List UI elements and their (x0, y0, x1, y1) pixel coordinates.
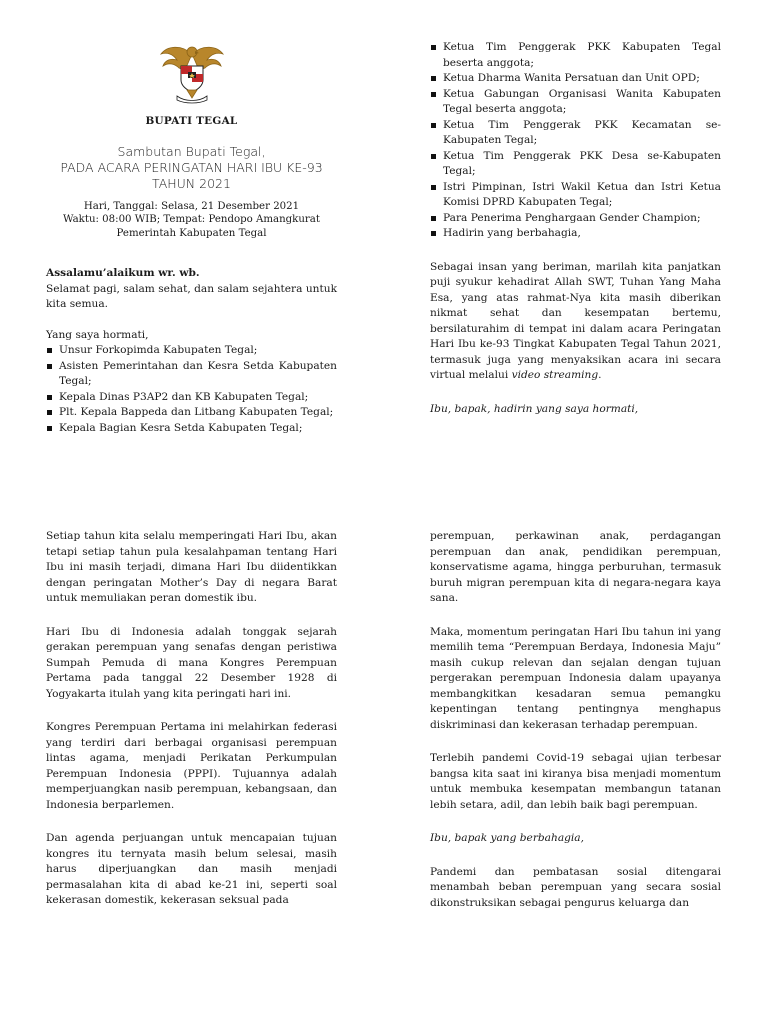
salam-opening: Assalamu’alaikum wr. wb. (46, 267, 200, 279)
list-item: Istri Pimpinan, Istri Wakil Ketua dan Istri Ketua Komisi DPRD Kabupaten Tegal; (430, 180, 721, 211)
greeting-text: Selamat pagi, salam sehat, dan salam sejahtera untuk kita semua. (46, 282, 337, 310)
intro-text: Sebagai insan yang beriman, marilah kita panjatkan puji syukur kehadirat Allah SWT, Tuhan Yang Maha Esa, yang atas rahmat-Nya kita masih diberikan nikmat sehat dan kesempatan bertemu, bersilaturahim di tempat ini dalam acara Peringatan Hari Ibu ke-93 Tingkat Kabupaten Tegal Tahun 2021, termasuk juga yang menyaksikan acara ini secara virtual melalui (430, 260, 721, 381)
right-column-bottom (430, 529, 721, 911)
event-details (46, 200, 337, 241)
honorees-list-left (46, 343, 337, 436)
regent-heading: BUPATI TEGAL (145, 115, 238, 127)
address-line: Ibu, bapak, hadirin yang saya hormati, (430, 402, 639, 415)
left-column-top (46, 40, 337, 436)
intro-emphasis: video streaming (511, 369, 599, 381)
body-paragraph: perempuan, perkawinan anak, perdagangan perempuan dan anak, pendidikan perempuan, konservatisme agama, hingga perburuhan, termasuk buruh migran perempuan kita di negara-negara kaya sana. (430, 530, 721, 604)
body-paragraph: Hari Ibu di Indonesia adalah tonggak sejarah gerakan perempuan yang senafas dengan peristiwa Sumpah Pemuda di mana Kongres Perempuan Pertama pada tanggal 22 Desember 1928 di Yogyakarta itulah yang kita peringati hari ini. (46, 625, 337, 700)
body-paragraph: Terlebih pandemi Covid-19 sebagai ujian terbesar bangsa kita saat ini kiranya bisa menjadi momentum untuk membuka kesempatan membangun tatanan lebih setara, adil, dan lebih baik bagi perempuan. (430, 752, 721, 811)
speech-title-line-3: TAHUN 2021 (152, 175, 231, 191)
body-paragraph: Kongres Perempuan Pertama ini melahirkan federasi yang terdiri dari berbagai organisasi perempuan lintas agama, menjadi Perikatan Perkumpulan Perempuan Indonesia (PPPI). Tujuannya adalah memperjuangkan nasib perempuan, kebangsaan, dan Indonesia berparlemen. (46, 721, 337, 811)
left-column-bottom (46, 529, 337, 909)
body-paragraph: Pandemi dan pembatasan sosial ditengarai menambah beban perempuan yang secara sosial dikonstruksikan sebagai pengurus keluarga dan (430, 865, 721, 909)
list-item: Ketua Dharma Wanita Persatuan dan Unit OPD; (430, 71, 721, 87)
body-paragraph: Maka, momentum peringatan Hari Ibu tahun ini yang memilih tema “Perempuan Berdaya, Indonesia Maju” masih cukup relevan dan sejalan dengan tujuan pergerakan perempuan Indonesia dalam upayanya membangkitkan kesadaran semua pemangku kepentingan tentang pentingnya menghapus diskriminasi dan kekerasan terhadap perempuan. (430, 625, 721, 731)
list-item: Ketua Gabungan Organisasi Wanita Kabupaten Tegal beserta anggota; (430, 87, 721, 118)
list-item: Ketua Tim Penggerak PKK Kabupaten Tegal beserta anggota; (430, 40, 721, 71)
respect-line: Yang saya hormati, (46, 328, 149, 341)
intro-paragraph (430, 260, 721, 384)
list-item: Hadirin yang berbahagia, (430, 226, 721, 242)
list-item: Plt. Kepala Bappeda dan Litbang Kabupaten Tegal; (46, 405, 337, 421)
event-date: Hari, Tanggal: Selasa, 21 Desember 2021 (83, 200, 300, 212)
list-item: Kepala Dinas P3AP2 dan KB Kabupaten Tegal; (46, 390, 337, 406)
intro-end: . (598, 369, 602, 381)
address-line: Ibu, bapak yang berbahagia, (430, 832, 584, 844)
list-item: Ketua Tim Penggerak PKK Desa se-Kabupaten Tegal; (430, 149, 721, 180)
list-item: Ketua Tim Penggerak PKK Kecamatan se-Kabupaten Tegal; (430, 118, 721, 149)
speech-title-line-2: PADA ACARA PERINGATAN HARI IBU KE-93 (60, 159, 323, 175)
list-item: Para Penerima Penghargaan Gender Champion; (430, 211, 721, 227)
list-item: Unsur Forkopimda Kabupaten Tegal; (46, 343, 337, 359)
event-host: Pemerintah Kabupaten Tegal (116, 227, 267, 239)
emblem-container (46, 40, 337, 112)
body-paragraph: Setiap tahun kita selalu memperingati Hari Ibu, akan tetapi setiap tahun pula kesalahpaman tentang Hari Ibu ini masih terjadi, dimana Hari Ibu diidentikkan dengan peringatan Mother’s Day di negara Barat untuk memuliakan peran domestik ibu. (46, 530, 337, 604)
event-time-place: Waktu: 08:00 WIB; Tempat: Pendopo Amangkurat (63, 214, 320, 225)
list-item: Kepala Bagian Kesra Setda Kabupaten Tegal; (46, 421, 337, 437)
list-item: Asisten Pemerintahan dan Kesra Setda Kabupaten Tegal; (46, 359, 337, 390)
right-column-top (430, 40, 721, 417)
honorees-list-right (430, 40, 721, 242)
body-paragraph: Dan agenda perjuangan untuk mencapaian tujuan kongres itu ternyata masih belum selesai, masih harus diperjuangkan dan masih menjadi permasalahan kita di abad ke-21 ini, seperti soal kekerasan domestik, kekerasan seksual pada (46, 832, 337, 906)
speech-title-line-1: Sambutan Bupati Tegal, (117, 143, 266, 159)
garuda-emblem-icon (157, 40, 227, 104)
